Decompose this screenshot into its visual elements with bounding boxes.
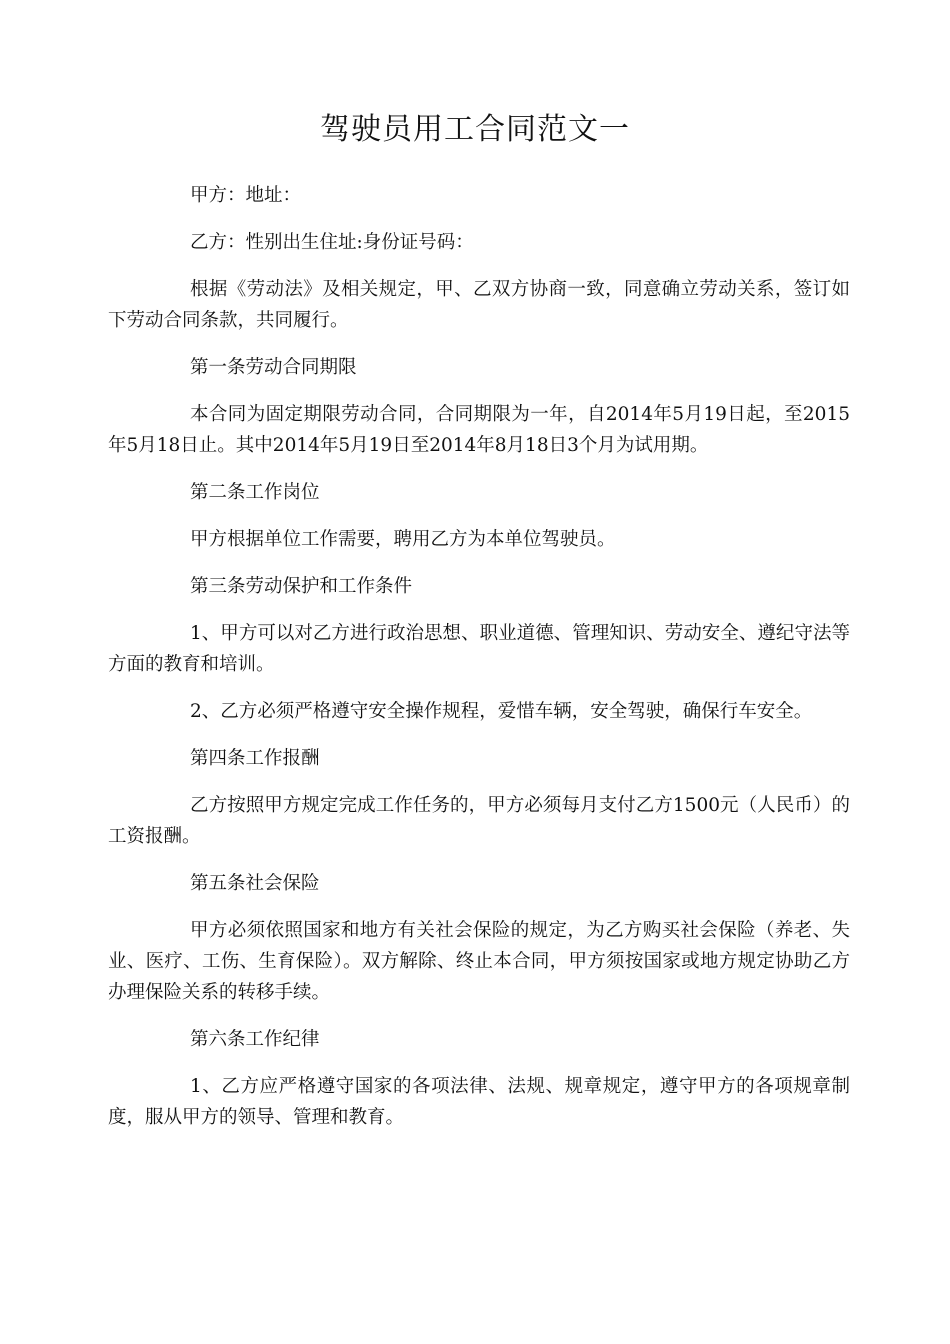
article-4-paragraph: 乙方按照甲方规定完成工作任务的，甲方必须每月支付乙方1500元（人民币）的工资报酬。 [108,795,850,847]
article-2-heading: 第二条工作岗位 [190,482,320,503]
article-6-heading: 第六条工作纪律 [190,1029,320,1050]
article-5-paragraph: 甲方必须依照国家和地方有关社会保险的规定，为乙方购买社会保险（养老、失业、医疗、工伤、生育保险）。双方解除、终止本合同，甲方须按国家或地方规定协助乙方办理保险关系的转移手续。 [108,920,850,1003]
article-1-heading: 第一条劳动合同期限 [190,357,357,378]
party-b-line: 乙方：性别出生住址:身份证号码： [190,232,474,253]
article-6-item-1: 1、乙方应严格遵守国家的各项法律、法规、规章规定，遵守甲方的各项规章制度，服从甲方的领导、管理和教育。 [108,1076,850,1128]
party-a-line: 甲方：地址： [190,185,302,206]
article-3-item-1: 1、甲方可以对乙方进行政治思想、职业道德、管理知识、劳动安全、遵纪守法等方面的教育和培训。 [108,623,850,675]
article-2-paragraph: 甲方根据单位工作需要，聘用乙方为本单位驾驶员。 [190,529,616,550]
article-5-heading: 第五条社会保险 [190,873,320,894]
document-title: 驾驶员用工合同范文一 [320,112,630,147]
preamble-paragraph: 根据《劳动法》及相关规定，甲、乙双方协商一致，同意确立劳动关系，签订如下劳动合同条款，共同履行。 [108,279,850,331]
article-3-item-2: 2、乙方必须严格遵守安全操作规程，爱惜车辆，安全驾驶，确保行车安全。 [190,701,813,722]
document-body [108,180,850,1149]
article-1-paragraph: 本合同为固定期限劳动合同，合同期限为一年，自2014年5月19日起，至2015年5月18日止。其中2014年5月19日至2014年8月18日3个月为试用期。 [108,404,850,456]
article-4-heading: 第四条工作报酬 [190,748,320,769]
article-3-heading: 第三条劳动保护和工作条件 [190,576,413,597]
